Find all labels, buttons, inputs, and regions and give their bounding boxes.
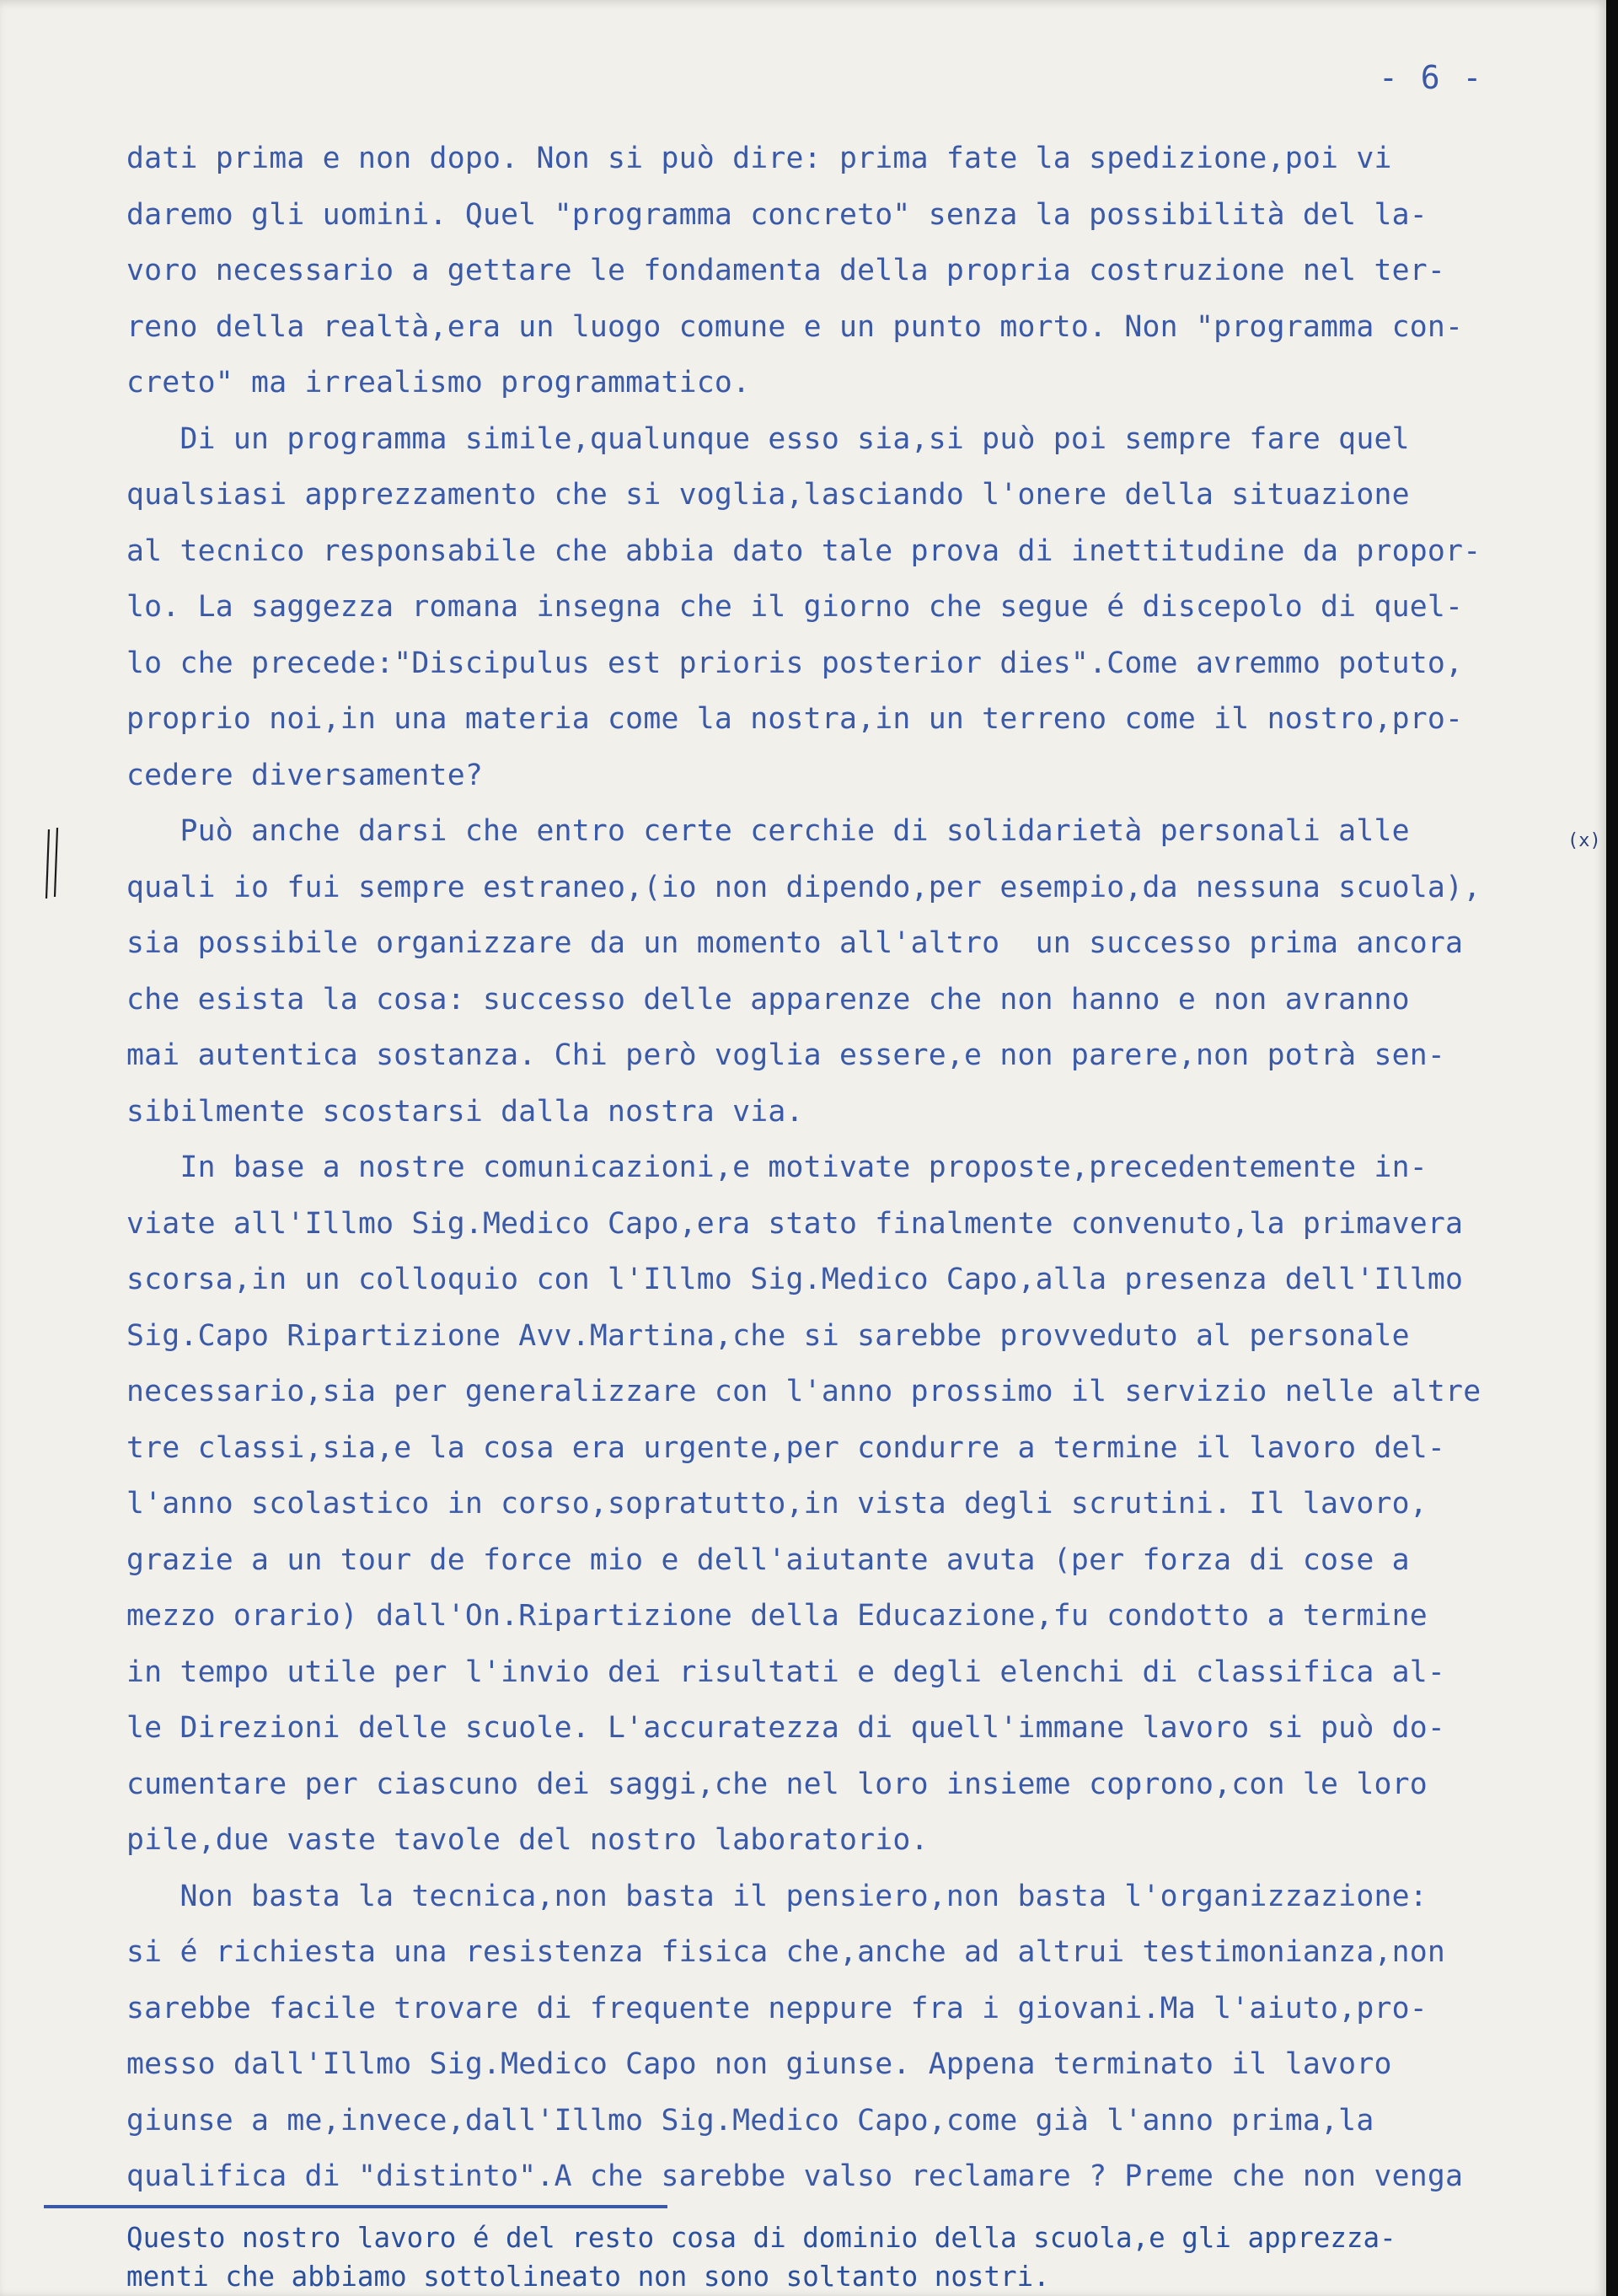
footnote-separator <box>44 2205 667 2208</box>
main-text <box>126 131 1593 2205</box>
text-line: proprio noi,in una materia come la nostra,in un terreno come il nostro,pro- <box>126 702 1464 736</box>
text-line: sia possibile organizzare da un momento all'altro un successo prima ancora <box>126 926 1464 960</box>
text-line: reno della realtà,era un luogo comune e un punto morto. Non "programma con- <box>126 309 1464 344</box>
footnote <box>126 2218 1593 2296</box>
text-line: messo dall'Illmo Sig.Medico Capo non giunse. Appena terminato il lavoro <box>126 2047 1392 2081</box>
text-line: Sig.Capo Ripartizione Avv.Martina,che si sarebbe provveduto al personale <box>126 1318 1410 1353</box>
text-line: dati prima e non dopo. Non si può dire: prima fate la spedizione,poi vi <box>126 142 1392 175</box>
text-line: viate all'Illmo Sig.Medico Capo,era stato finalmente convenuto,la primavera <box>126 1206 1464 1241</box>
text-line: creto" ma irrealismo programmatico. <box>126 366 751 400</box>
text-line: quali io fui sempre estraneo,(io non dipendo,per esempio,da nessuna scuola), <box>126 870 1481 904</box>
text-line: Non basta la tecnica,non basta il pensiero,non basta l'organizzazione: <box>126 1879 1428 1913</box>
text-line: mai autentica sostanza. Chi però voglia essere,e non parere,non potrà sen- <box>126 1038 1446 1072</box>
text-line: in tempo utile per l'invio dei risultati e degli elenchi di classifica al- <box>126 1655 1446 1689</box>
text-line: sarebbe facile trovare di frequente neppure fra i giovani.Ma l'aiuto,pro- <box>126 1991 1428 2025</box>
text-line: Può anche darsi che entro certe cerchie di solidarietà personali alle <box>126 814 1410 848</box>
text-line: mezzo orario) dall'On.Ripartizione della Educazione,fu condotto a termine <box>126 1599 1428 1633</box>
text-line: cumentare per ciascuno dei saggi,che nel loro insieme coprono,con le loro <box>126 1767 1428 1801</box>
text-line: lo che precede:"Discipulus est prioris posterior dies".Come avremmo potuto, <box>126 646 1464 680</box>
text-line: necessario,sia per generalizzare con l'anno prossimo il servizio nelle altre <box>126 1375 1481 1408</box>
text-line: lo. La saggezza romana insegna che il giorno che segue é discepolo di quel- <box>126 590 1464 624</box>
text-line: giunse a me,invece,dall'Illmo Sig.Medico Capo,come già l'anno prima,la <box>126 2103 1374 2138</box>
footnote-line: menti che abbiamo sottolineato non sono soltanto nostri. <box>126 2261 1050 2293</box>
footnote-line: Questo nostro lavoro é del resto cosa di dominio della scuola,e gli apprezza- <box>126 2222 1396 2254</box>
text-line: tre classi,sia,e la cosa era urgente,per condurre a termine il lavoro del- <box>126 1430 1446 1465</box>
text-line: le Direzioni delle scuole. L'accuratezza di quell'immane lavoro si può do- <box>126 1711 1446 1745</box>
text-line: grazie a un tour de force mio e dell'aiutante avuta (per forza di cose a <box>126 1542 1410 1577</box>
text-line: sibilmente scostarsi dalla nostra via. <box>126 1094 804 1129</box>
margin-double-stroke-mark <box>44 826 62 902</box>
footnote-reference-mark: (x) <box>1567 830 1601 851</box>
text-line: cedere diversamente? <box>126 758 483 792</box>
page-number: - 6 - <box>1379 59 1484 96</box>
text-line: Di un programma simile,qualunque esso sia,si può poi sempre fare quel <box>126 421 1410 456</box>
text-line: qualsiasi apprezzamento che si voglia,lasciando l'onere della situazione <box>126 478 1410 512</box>
text-line: si é richiesta una resistenza fisica che,anche ad altrui testimonianza,non <box>126 1935 1446 1969</box>
scan-edge <box>1606 0 1618 2296</box>
text-line: qualifica di "distinto".A che sarebbe valso reclamare ? Preme che non venga <box>126 2159 1464 2193</box>
text-line: che esista la cosa: successo delle apparenze che non hanno e non avranno <box>126 982 1410 1017</box>
text-line: In base a nostre comunicazioni,e motivate proposte,precedentemente in- <box>126 1151 1428 1184</box>
text-line: voro necessario a gettare le fondamenta della propria costruzione nel ter- <box>126 254 1446 287</box>
text-line: scorsa,in un colloquio con l'Illmo Sig.Medico Capo,alla presenza dell'Illmo <box>126 1263 1464 1296</box>
text-line: al tecnico responsabile che abbia dato tale prova di inettitudine da propor- <box>126 534 1481 568</box>
text-line: l'anno scolastico in corso,sopratutto,in vista degli scrutini. Il lavoro, <box>126 1487 1428 1521</box>
text-line: daremo gli uomini. Quel "programma concreto" senza la possibilità del la- <box>126 197 1428 232</box>
text-line: pile,due vaste tavole del nostro laboratorio. <box>126 1823 929 1857</box>
